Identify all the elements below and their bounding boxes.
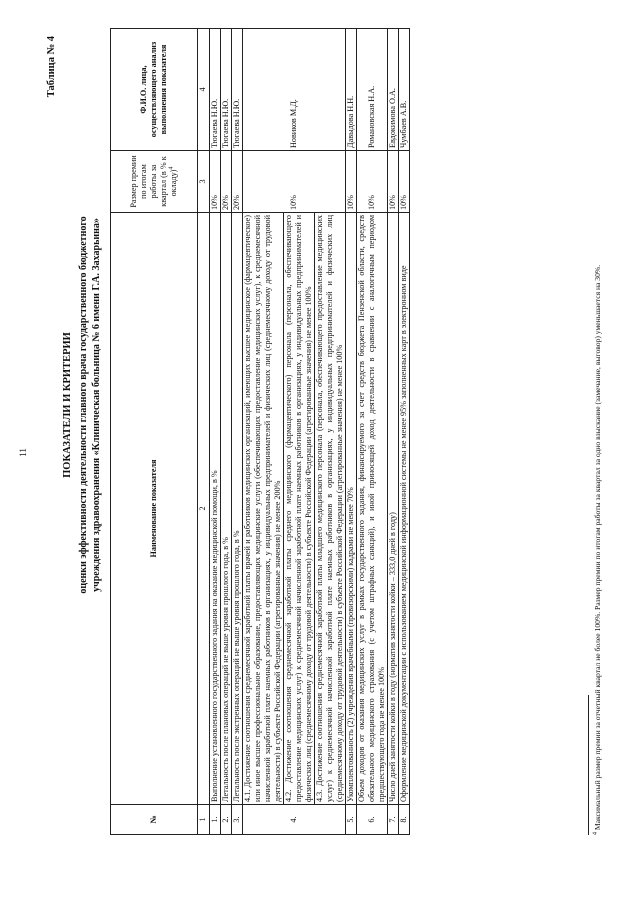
footnote	[593, 29, 602, 835]
column-index: 2	[198, 213, 210, 805]
footnote-text: Максимальный размер премии за отчетный квартал не более 100%. Размер премии по итогам работы за квартал за одно взыскание (замечание, выговор) уменьшается на 30%.	[593, 264, 602, 831]
bonus-size: 10%	[243, 151, 346, 213]
bonus-size: 20%	[221, 151, 232, 213]
document-subtitle-line1: оценки эффективности деятельности главного врача государственного бюджетного	[78, 216, 89, 594]
column-index-row	[198, 29, 210, 835]
bonus-size: 10%	[357, 151, 388, 213]
table-header-row	[111, 29, 198, 835]
responsible-person: Тюгаева Н.Ю.	[210, 29, 221, 151]
row-number: 4.	[243, 805, 346, 835]
criteria-table	[110, 28, 410, 835]
row-number: 5.	[346, 805, 357, 835]
table-row	[357, 29, 388, 835]
header-indicator-name: Наименование показателя	[111, 213, 198, 805]
bonus-size: 10%	[346, 151, 357, 213]
row-number: 1.	[210, 805, 221, 835]
responsible-person: Давыдова Н.Н.	[346, 29, 357, 151]
document-subtitle-line2: учреждения здравоохранения «Клиническая больница № 6 имени Г.А. Захарьина»	[91, 218, 102, 592]
responsible-person: Чумбаев А.В.	[399, 29, 410, 151]
bonus-size: 10%	[210, 151, 221, 213]
footnote-divider	[588, 695, 589, 835]
responsible-person: Новиков М.Д.	[243, 29, 346, 151]
indicator-name: Летальность после плановых операций не выше уровня прошлого года, в %	[221, 213, 232, 805]
header-responsible-person: Ф.И.О. лица, осуществляющего анализ выполнения показателя	[111, 29, 198, 151]
indicator-name: Укомплектованность (2) учреждения врачебными (провизорскими) кадрами не менее 70%	[346, 213, 357, 805]
bonus-size: 10%	[399, 151, 410, 213]
header-number: №	[111, 805, 198, 835]
row-number: 8.	[399, 805, 410, 835]
column-index: 3	[198, 151, 210, 213]
table-row	[232, 29, 243, 835]
header-bonus-size	[111, 151, 198, 213]
bonus-size: 20%	[232, 151, 243, 213]
row-number: 7.	[388, 805, 399, 835]
indicator-name: Летальность после экстренных операций не выше уровня прошлого года, в %	[232, 213, 243, 805]
page-number: 11	[18, 448, 28, 457]
header-bonus-footnote-mark: 4	[168, 166, 175, 170]
table-label: Таблица № 4	[46, 36, 57, 98]
indicator-name: 4.1. Достижение соотношения среднемесячной заработной платы врачей и работников медицинских организаций, имеющих высшее медицинское (фармацевтическое) или иное высшее профессиональное образование, предоставляющих медицинские услуги (обеспечивающих предоставление медицинских услуг), к среднемесячной начисленной заработной плате наемных работников в организациях, у индивидуальных предпринимателей и физических лиц (среднемесячному доходу от трудовой деятельности) в субъекте Российской Федерации (агрегированные значения) не менее 200%	[243, 213, 284, 805]
responsible-person: Романовская Н.А.	[357, 29, 388, 151]
column-index: 1	[198, 805, 210, 835]
responsible-person: Евдокимова О.А.	[388, 29, 399, 151]
indicator-name: Оформление медицинской документации с использованием медицинской информационной системы не менее 95% заполненных карт в электронном виде	[399, 213, 410, 805]
indicator-name: 4.2. Достижение соотношения среднемесячной заработной платы среднего медицинского (фармацевтического) персонала (персонала, обеспечивающего предоставление медицинских услуг) к среднемесячной начисленной заработной плате наемных работников в организациях, у индивидуальных предпринимателей и физических лиц (среднемесячному доходу от трудовой деятельности) в субъекте Российской Федерации (агрегированные значения) не менее 100%	[284, 213, 315, 805]
table-row	[399, 29, 410, 835]
table-row	[210, 29, 221, 835]
responsible-person: Тюгаева Н.Ю.	[221, 29, 232, 151]
row-number: 3.	[232, 805, 243, 835]
row-number: 2.	[221, 805, 232, 835]
responsible-person: Тюгаева Н.Ю.	[232, 29, 243, 151]
indicator-name: Объем доходов от оказания медицинских услуг в рамках государственного задания, финансируемого за счет средств бюджета Пензенской области, средств обязательного медицинского страхования (с учетом штрафных санкций), и иной приносящей доход деятельности в сравнении с аналогичным периодом предшествующего года не менее 100%	[357, 213, 388, 805]
table-row	[221, 29, 232, 835]
column-index: 4	[198, 29, 210, 151]
indicator-name: 4.3. Достижение соотношения среднемесячной заработной платы младшего медицинского персонала (персонала, обеспечивающего предоставление медицинских услуг) к среднемесячной начисленной заработной плате наемных работников в организациях, у индивидуальных предпринимателей и физических лиц (среднемесячному доходу от трудовой деятельности) в субъекте Российской Федерации (агрегированные значения) не менее 100%	[315, 213, 346, 805]
header-bonus-size-text: Размер премии по итогам работы за квартал (в % к окладу)	[129, 155, 178, 208]
table-row	[388, 29, 399, 835]
document-title: ПОКАЗАТЕЛИ И КРИТЕРИИ	[62, 332, 73, 478]
bonus-size: 10%	[388, 151, 399, 213]
row-number: 6.	[357, 805, 388, 835]
footnote-mark: 4	[592, 832, 599, 835]
indicator-name: Число дней занятости койки в году (норматив занятости койки – 333,0 дней в году)	[388, 213, 399, 805]
indicator-name: Выполнение установленного государственного задания на оказание медицинской помощи, в %	[210, 213, 221, 805]
table-row	[346, 29, 357, 835]
table-row	[243, 29, 284, 835]
